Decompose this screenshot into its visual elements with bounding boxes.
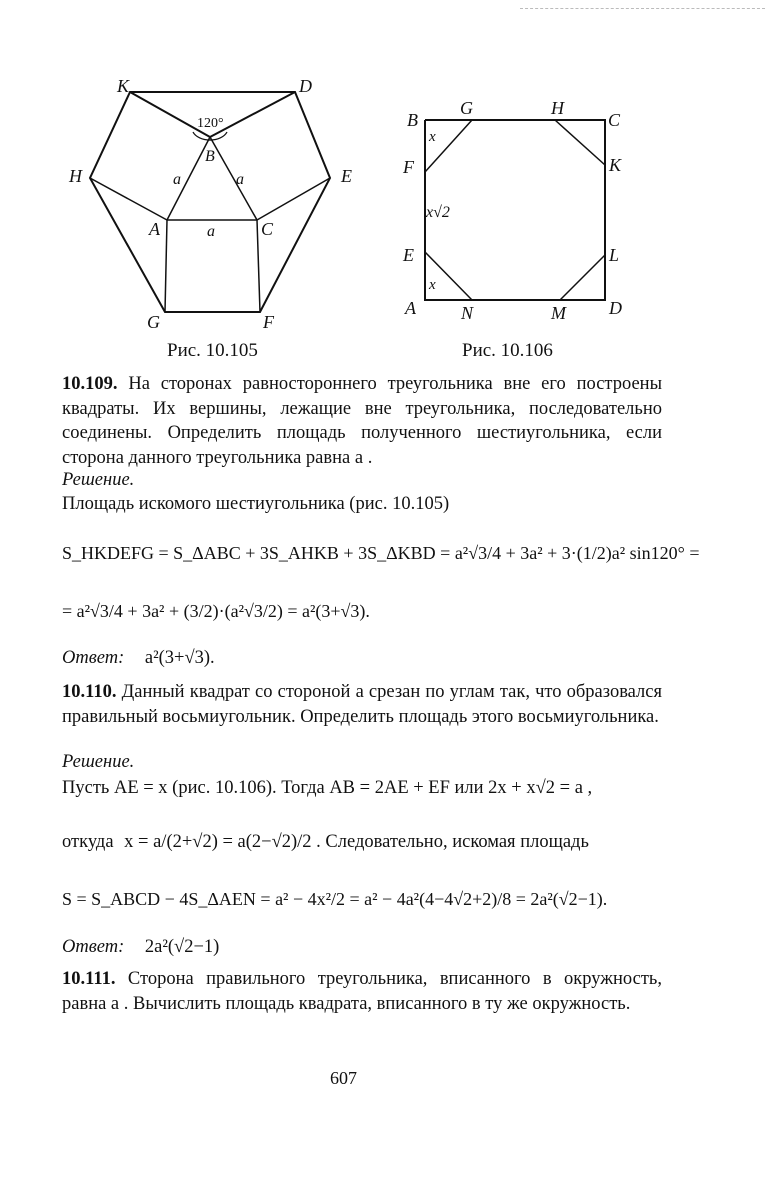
problem-109-formula-2: = a²√3/4 + 3a² + (3/2)·(a²√3/2) = a²(3+√3). bbox=[62, 601, 370, 621]
fig106-label-x-sqrt: x√2 bbox=[426, 204, 450, 221]
fig106-label-g: G bbox=[460, 98, 473, 118]
fig105-label-f: F bbox=[263, 312, 274, 332]
problem-111-statement bbox=[62, 967, 662, 1016]
problem-109-text: На сторонах равностороннего треугольника вне его построены квадраты. Их вершины, лежащие вне треугольника, последовательно соединены. Определить площадь полученного шестиугольника, если сторона данного треугольника равна a . bbox=[62, 374, 663, 468]
fig105-label-d: D bbox=[299, 76, 312, 96]
fig106-label-b: B bbox=[407, 110, 418, 130]
fig105-label-b: B bbox=[205, 148, 215, 165]
fig106-label-k: K bbox=[609, 155, 622, 175]
problem-109-statement bbox=[62, 372, 662, 470]
problem-110-line-1: Пусть AE = x (рис. 10.106). Тогда AB = 2AE + EF или 2x + x√2 = a , bbox=[62, 778, 593, 798]
problem-109-intro: Площадь искомого шестиугольника (рис. 10.105) bbox=[62, 494, 450, 514]
problem-110-answer bbox=[62, 937, 219, 958]
fig106-label-e: E bbox=[403, 245, 414, 265]
fig105-label-a-vertex: A bbox=[149, 219, 160, 239]
fig105-label-c: C bbox=[261, 219, 274, 239]
fig106-label-x-top: x bbox=[429, 129, 436, 145]
fig106-label-l: L bbox=[609, 245, 620, 265]
fig105-label-h: H bbox=[69, 166, 82, 186]
fig106-caption: Рис. 10.106 bbox=[462, 340, 553, 361]
figure-10-105 bbox=[60, 70, 380, 360]
fig105-label-g: G bbox=[147, 312, 160, 332]
fig106-label-f: F bbox=[403, 157, 414, 177]
fig106-label-a: A bbox=[405, 298, 416, 318]
problem-110-line-2-formula: x = a/(2+√2) = a(2−√2)/2 bbox=[124, 832, 312, 852]
problem-111-number: 10.111. bbox=[62, 969, 116, 989]
fig106-label-n: N bbox=[461, 303, 474, 323]
problem-110-line-2 bbox=[62, 832, 589, 853]
problem-110-answer-value: 2a²(√2−1) bbox=[144, 937, 220, 957]
fig105-label-a-left: a bbox=[173, 171, 181, 188]
problem-109-answer bbox=[62, 648, 215, 669]
fig105-label-a-right: a bbox=[236, 171, 244, 188]
problem-110-answer-label: Ответ: bbox=[62, 937, 125, 957]
problem-110-statement bbox=[62, 680, 662, 729]
fig105-angle: 120° bbox=[197, 116, 224, 131]
page-number: 607 bbox=[330, 1068, 357, 1088]
problem-109-answer-label: Ответ: bbox=[62, 648, 125, 668]
problem-110-number: 10.110. bbox=[62, 682, 117, 702]
fig105-label-a-bottom: a bbox=[207, 223, 215, 240]
fig106-label-c: C bbox=[608, 110, 621, 130]
scan-edge-line bbox=[520, 8, 765, 10]
problem-110-solution-label: Решение. bbox=[62, 752, 135, 772]
problem-109-solution-label: Решение. bbox=[62, 470, 135, 490]
problem-110-text: Данный квадрат со стороной a срезан по углам так, что образовался правильный восьмиугольник. Определить площадь этого восьмиугольника. bbox=[62, 682, 663, 727]
fig105-label-k: K bbox=[117, 76, 130, 96]
problem-110-line-2-prefix: откуда bbox=[62, 832, 114, 852]
figure-10-106 bbox=[395, 95, 640, 325]
fig105-caption: Рис. 10.105 bbox=[167, 340, 258, 361]
problem-109-number: 10.109. bbox=[62, 374, 118, 394]
problem-109-answer-value: a²(3+√3). bbox=[144, 648, 215, 668]
problem-110-line-2-suffix: . Следовательно, искомая площадь bbox=[316, 832, 589, 852]
fig105-label-e: E bbox=[341, 166, 352, 186]
fig106-label-x-bottom: x bbox=[429, 277, 436, 293]
problem-109-formula-1: S_HKDEFG = S_ΔABC + 3S_AHKB + 3S_ΔKBD = a²√3/4 + 3a² + 3·(1/2)a² sin120° = bbox=[62, 543, 700, 563]
problem-110-formula-3: S = S_ABCD − 4S_ΔAEN = a² − 4x²/2 = a² − 4a²(4−4√2+2)/8 = 2a²(√2−1). bbox=[62, 889, 608, 909]
fig106-label-h: H bbox=[551, 98, 564, 118]
problem-111-text: Сторона правильного треугольника, вписанного в окружность, равна a . Вычислить площадь квадрата, вписанного в ту же окружность. bbox=[62, 969, 662, 1014]
fig106-label-d: D bbox=[609, 298, 622, 318]
fig106-label-m: M bbox=[551, 303, 566, 323]
